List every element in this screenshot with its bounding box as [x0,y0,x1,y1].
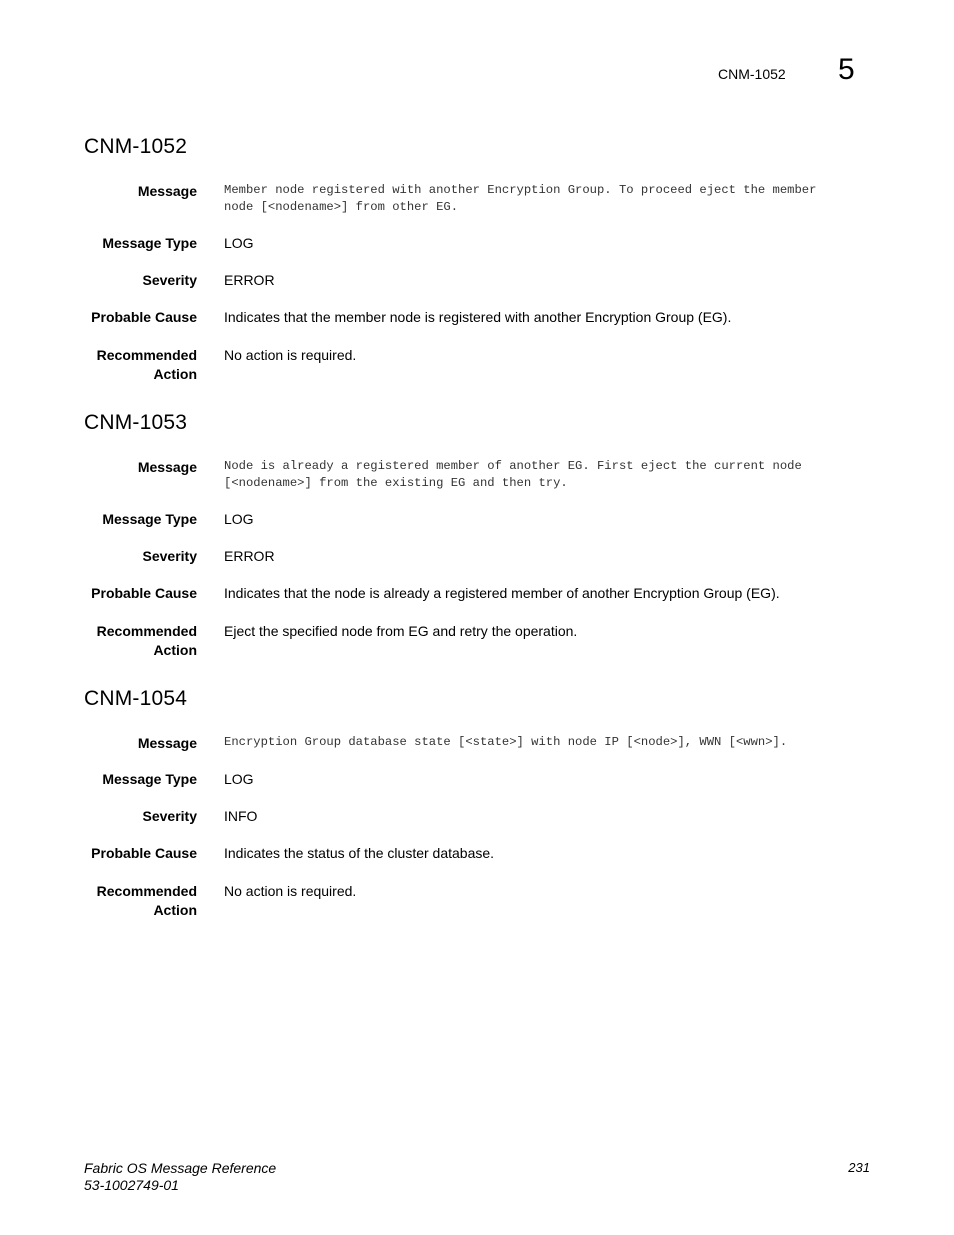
severity-value: ERROR [224,272,275,288]
probable-cause-value: Indicates that the node is already a registered member of another Encryption Group (EG). [224,585,780,601]
entry-title-cnm-1052: CNM-1052 [84,135,188,158]
message-type-label: Message Type [102,235,197,251]
severity-label: Severity [142,272,197,288]
message-line: Encryption Group database state [<state>] with node IP [<node>], WWN [<wwn>]. [224,735,788,749]
message-type-label: Message Type [102,511,197,527]
message-type-value: LOG [224,511,254,527]
entry-title-cnm-1053: CNM-1053 [84,411,188,434]
message-text [224,182,874,216]
recommended-action-label [57,882,197,920]
probable-cause-label: Probable Cause [91,309,197,325]
action-label-line: Action [153,366,197,382]
severity-label: Severity [142,808,197,824]
recommended-action-value: No action is required. [224,883,357,899]
probable-cause-label: Probable Cause [91,845,197,861]
footer-book-title: Fabric OS Message Reference [84,1160,277,1176]
recommended-label-line: Recommended [96,623,197,639]
message-type-value: LOG [224,235,254,251]
message-line: node [<nodename>] from other EG. [224,200,459,214]
footer-doc-number: 53-1002749-01 [84,1177,179,1193]
recommended-action-value: Eject the specified node from EG and retry the operation. [224,623,578,639]
action-label-line: Action [153,902,197,918]
message-label: Message [137,735,197,751]
message-label: Message [137,183,197,199]
message-label: Message [137,459,197,475]
recommended-label-line: Recommended [96,883,197,899]
probable-cause-label: Probable Cause [91,585,197,601]
message-line: Node is already a registered member of another EG. First eject the current node [224,459,802,473]
message-line: Member node registered with another Encryption Group. To proceed eject the member [224,183,817,197]
message-text [224,734,874,751]
recommended-action-label [57,346,197,384]
message-type-value: LOG [224,771,254,787]
running-header-topic: CNM-1052 [718,66,786,82]
recommended-action-label [57,622,197,660]
footer-page-number: 231 [848,1160,870,1175]
severity-value: ERROR [224,548,275,564]
message-type-label: Message Type [102,771,197,787]
message-text [224,458,874,492]
recommended-action-value: No action is required. [224,347,357,363]
probable-cause-value: Indicates that the member node is registered with another Encryption Group (EG). [224,309,732,325]
action-label-line: Action [153,642,197,658]
severity-label: Severity [142,548,197,564]
chapter-number: 5 [838,53,855,86]
entry-title-cnm-1054: CNM-1054 [84,687,188,710]
severity-value: INFO [224,808,258,824]
message-line: [<nodename>] from the existing EG and then try. [224,476,568,490]
footer-book-info [84,1160,276,1194]
recommended-label-line: Recommended [96,347,197,363]
probable-cause-value: Indicates the status of the cluster database. [224,845,495,861]
